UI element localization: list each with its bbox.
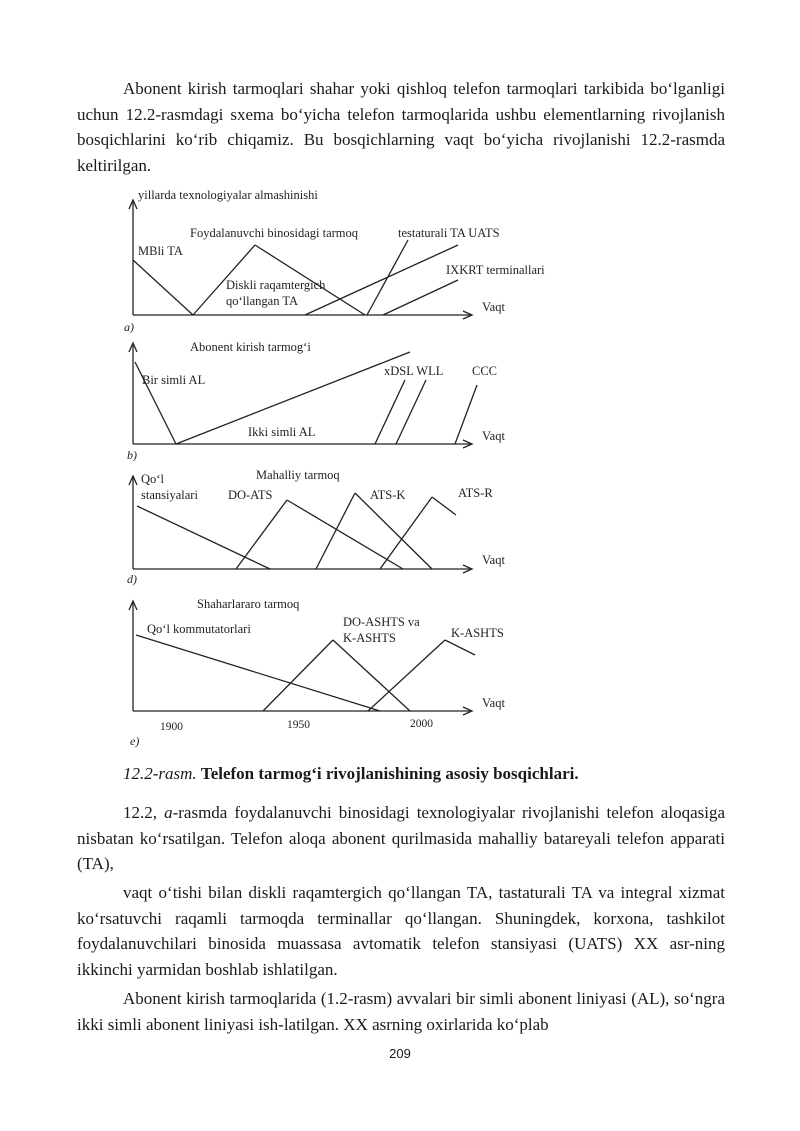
panel-e-line-doashts-rise [263,640,333,711]
panel-e-xlabel: Vaqt [482,696,505,710]
panel-d-line-doats-rise [236,500,287,569]
panel-e-year-1950: 1950 [287,719,310,731]
panel-e-label-qolk: Qo‘l kommutatorlari [147,622,251,636]
panel-a-xlabel: Vaqt [482,300,505,314]
paragraph-letter: a [164,803,173,822]
panel-e-label-doashts-2: K-ASHTS [343,631,396,645]
panel-a-line-testa [367,240,408,315]
panel-a-label-foyd: Foydalanuvchi binosidagi tarmoq [190,226,359,240]
panel-e-label-title: Shaharlararo tarmoq [197,597,300,611]
panel-d-label-mahalliy: Mahalliy tarmoq [256,468,340,482]
panel-d-label-qol-1: Qo‘l [141,472,164,486]
panel-d-xlabel: Vaqt [482,553,505,567]
panel-b [127,340,505,462]
panel-d-label-qol-2: stansiyalari [141,488,198,502]
paragraph-terminals: vaqt o‘tishi bilan diskli raqamtergich qo‘llangan TA, tastaturali TA va integral xizmat ko‘rsatuvchi raqamli tarmoqda terminallar qo‘llangan. Shuningdek, korxona, tashkilot foydalanuvchilari binosida muassasa avtomatik telefon stansiyasi (UATS) XX asr-ning ikkinchi yarmidan boshlab ishlatilgan. [77,883,725,979]
panel-b-label-title: Abonent kirish tarmog‘i [190,340,311,354]
panel-a [124,188,545,334]
panel-b-label-ikki: Ikki simli AL [248,425,316,439]
panel-a-label-diskli-2: qo‘llangan TA [226,294,299,308]
panel-e-label-doashts-1: DO-ASHTS va [343,615,420,629]
panel-e-year-1900: 1900 [160,721,183,733]
panel-b-line-ccc [455,385,477,444]
panel-d-line-atsr-fall [432,497,456,515]
panel-b-letter: b) [127,448,137,462]
panel-a-label-diskli-1: Diskli raqamtergich [226,278,326,292]
paragraph-body: -rasmda foydalanuvchi binosidagi texnologiyalar rivojlanishi telefon aloqasiga nisbatan ko‘rsatilgan. Telefon aloqa abonent qurilmasida mahalliy batareyali telefon apparati (TA), [77,803,725,873]
page-number: 209 [389,1046,411,1061]
panel-b-label-xdsl: xDSL WLL [384,364,444,378]
panel-b-label-ccc: CCC [472,364,498,378]
panel-e-label-kashts: K-ASHTS [451,626,504,640]
panel-a-label-testa: testaturali TA UATS [398,226,500,240]
panel-a-line-foyd [305,245,458,315]
paragraph-prefix: 12.2, [123,803,165,822]
panel-a-line-ixkrt [383,280,458,315]
panel-d-label-atsk: ATS-K [370,488,406,502]
panel-a-label-ixkrt: IXKRT terminallari [446,263,545,277]
panel-b-label-bir: Bir simli AL [142,373,206,387]
panel-e-line-kashts-fall [445,640,475,655]
caption-label: 12.2-rasm. [123,764,197,783]
caption-title: Telefon tarmog‘i rivojlanishining asosiy bosqichlari. [200,764,579,783]
panel-a-line-mbli [133,260,193,315]
panel-e-letter: e) [130,734,140,748]
panel-e-line-kashts-rise [368,640,445,711]
panel-a-label-mbli: MBli TA [138,244,183,258]
panel-e-year-2000: 2000 [410,718,433,730]
panel-d-line-qol [137,506,270,569]
panel-d-label-atsr: ATS-R [458,486,493,500]
panel-a-letter: a) [124,320,134,334]
panel-d [127,468,505,586]
panel-d-line-atsr-rise [380,497,432,569]
panel-d-line-doats-fall [287,500,403,569]
panel-a-ylabel: yillarda texnologiyalar almashinishi [138,188,318,202]
panel-d-line-atsk-rise [316,493,355,569]
paragraph-intro: Abonent kirish tarmoqlari shahar yoki qishloq telefon tarmoqlari tarkibida bo‘lganligi uchun 12.2-rasmdagi sxema bo‘yicha telefon tarmoqlarida ushbu elementlarning rivojlanish bosqichlarini ko‘rib chiqamiz. Bu bosqichlarning vaqt bo‘yicha rivojlanishi 12.2-rasmda keltirilgan. [77,79,725,175]
panel-b-xlabel: Vaqt [482,429,505,443]
panel-d-letter: d) [127,572,137,586]
panel-d-line-atsk-fall [355,493,432,569]
panel-e-line-qolk [136,635,380,711]
panel-d-label-doats: DO-ATS [228,488,273,502]
figure-caption [123,764,579,784]
paragraph-figure-description [77,800,725,877]
panel-e [129,597,505,748]
paragraph-access-lines: Abonent kirish tarmoqlarida (1.2-rasm) avvalari bir simli abonent liniyasi (AL), so‘ngra ikki simli abonent liniyasi ish-latilgan. XX asrning oxirlarida ko‘plab [77,989,725,1034]
